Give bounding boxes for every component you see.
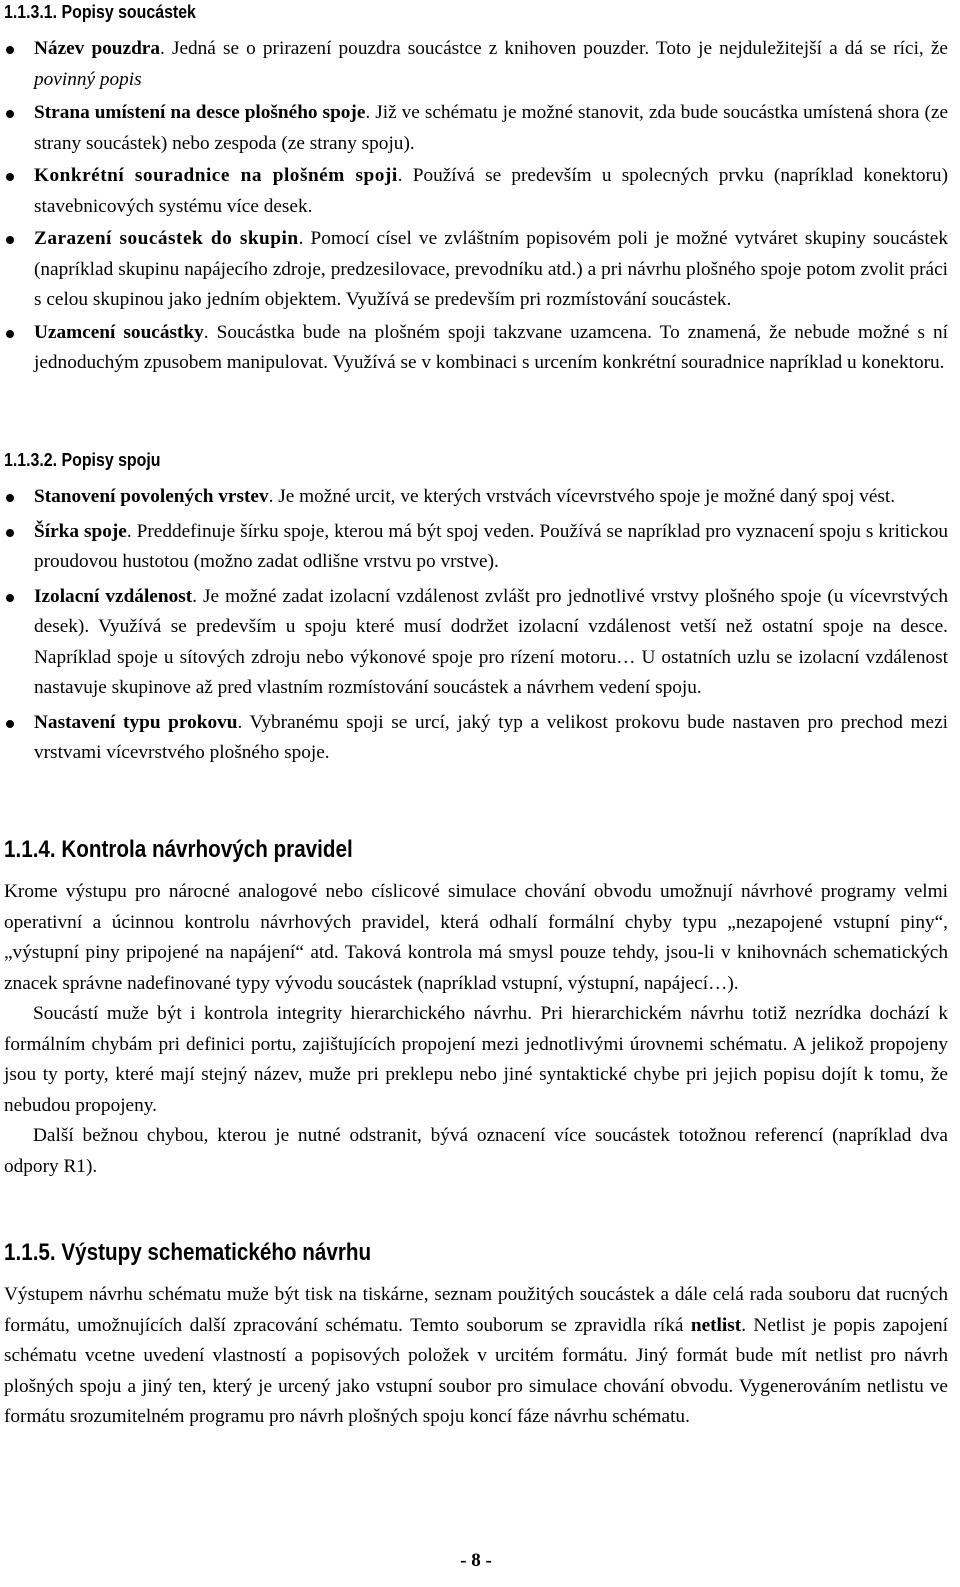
- document-page: [4, 0, 948, 1587]
- item-term: Nastavení typu prokovu: [34, 711, 238, 733]
- page-number: - 8 -: [460, 1550, 492, 1571]
- bullet-list: [4, 482, 948, 769]
- item-emphasis: povinný popis: [34, 68, 142, 90]
- list-item: [4, 582, 948, 704]
- netlist-term: netlist: [690, 1314, 742, 1336]
- list-item: [4, 224, 948, 316]
- item-term: Zarazení soucástek do skupin: [34, 228, 299, 249]
- list-item: [4, 34, 948, 95]
- bullet-icon: [6, 529, 14, 537]
- paragraph: [4, 1280, 948, 1433]
- section-heading: 1.1.3.1. Popisy soucástek: [4, 1, 196, 22]
- paragraph: Krome výstupu pro nárocné analogové nebo císlicové simulace chování obvodu umožnují návrhové programy velmi operativní a úcinnou kontrolu návrhových pravidel, která odhalí formální chyby typu „nezapojené vstupní piny“, „výstupní piny pripojené na napájení“ atd. Taková kontrola má smysl pouze tehdy, jsou-li v knihovnách schematických znacek správne nadefinované typy vývodu soucástek (napríklad vstupní, výstupní, napájecí…).: [4, 881, 948, 994]
- item-term: Strana umístení na desce plošného spoje: [34, 102, 366, 123]
- bullet-icon: [6, 494, 14, 502]
- bullet-list: [4, 34, 948, 379]
- list-item: [4, 318, 948, 379]
- item-text: . Používá se predevším u spolecných prvku (napríklad konektoru) stavebnicových systému více desek.: [34, 165, 948, 217]
- item-text: . Soucástka bude na plošném spoji takzvane uzamcena. To znamená, že nebude možné s ní jednoduchým zpusobem manipulovat. Využívá se v kombinaci s urcením konkrétní souradnice napríklad u konektoru.: [34, 321, 948, 373]
- item-term: Název pouzdra: [34, 38, 161, 59]
- list-item: [4, 482, 948, 513]
- item-text: . Je možné urcit, ve kterých vrstvách vícevrstvého spoje je možné daný spoj vést.: [268, 486, 896, 507]
- item-text: . Již ve schématu je možné stanovit, zda bude soucástka umístená shora (ze strany soucástek) nebo zespoda (ze strany spoju).: [34, 102, 949, 154]
- section-heading: 1.1.3.2. Popisy spoju: [4, 449, 161, 470]
- item-term: Uzamcení soucástky: [34, 321, 204, 343]
- list-item: [4, 517, 948, 578]
- paragraph: Soucástí muže být i kontrola integrity hierarchického návrhu. Pri hierarchickém návrhu totiž nezrídka dochází k formálním chybám pri definici portu, zajištujících propojení mezi jednotlivými úrovnemi schématu. A jelikož propojeny jsou ty porty, které mají stejný název, muže pri preklepu nebo jiné syntaktické chybe pri jejich popisu dojít k tomu, že nebudou propojeny.: [4, 1003, 948, 1116]
- bullet-icon: [6, 173, 14, 181]
- section-heading: 1.1.4. Kontrola návrhových pravidel: [4, 836, 353, 863]
- bullet-icon: [6, 46, 14, 54]
- paragraph-text: . Netlist je popis zapojení schématu vcetne uvedení vlastností a popisových položek v urcitém formátu. Jiný formát bude mít netlist pro návrh plošných spoju a jiný ten, který je urcený jako vstupní soubor pro simulace chování obvodu. Vygenerováním netlistu ve formátu srozumitelném programu pro návrh plošných spoju koncí fáze návrhu schématu.: [4, 1314, 949, 1427]
- item-term: Konkrétní souradnice na plošném spoji: [34, 165, 398, 186]
- bullet-icon: [6, 720, 14, 728]
- section-1-1-4: [4, 835, 948, 1182]
- item-term: Šírka spoje: [34, 520, 127, 542]
- bullet-icon: [6, 110, 14, 118]
- section-1-1-3-2: [4, 448, 948, 769]
- item-term: Stanovení povolených vrstev: [34, 486, 269, 507]
- item-text: . Jedná se o prirazení pouzdra soucástce z knihoven pouzder. Toto je nejduležitejší a dá se ríci, že: [160, 38, 948, 59]
- bullet-icon: [6, 330, 14, 338]
- list-item: [4, 161, 948, 222]
- list-item: [4, 98, 948, 159]
- item-text: . Preddefinuje šírku spoje, kterou má být spoj veden. Používá se napríklad pro vyznacení spoju s kritickou proudovou hustotou (možno zadat odlišne vrstvu po vrstve).: [34, 520, 948, 572]
- section-heading: 1.1.5. Výstupy schematického návrhu: [4, 1239, 372, 1266]
- item-term: Izolacní vzdálenost: [34, 585, 193, 607]
- item-text: . Vybranému spoji se urcí, jaký typ a velikost prokovu bude nastaven pro prechod mezi vrstvami vícevrstvého plošného spoje.: [34, 711, 949, 763]
- item-text: . Pomocí císel ve zvláštním popisovém poli je možné vytváret skupiny soucástek (napríklad skupinu napájecího zdroje, predzesilovace, prevodníku atd.) a pri návrhu plošného spoje potom zvolit práci s celou skupinou jako jedním objektem. Využívá se predevším pri rozmístování soucástek.: [34, 228, 948, 310]
- item-text: . Je možné zadat izolacní vzdálenost zvlášt pro jednotlivé vrstvy plošného spoje (u vícevrstvých desek). Využívá se predevším u spoju které musí dodržet izolacní vzdálenost vetší než ostatní spoje na desce. Napríklad spoje u sítových zdroju nebo výkonové spoje pro rízení motoru… U ostatních uzlu se izolacní vzdálenost nastavuje skupinove až pred vlastním rozmístování soucástek a návrhem vedení spoju.: [34, 585, 948, 698]
- bullet-icon: [6, 236, 14, 244]
- section-1-1-3-1: [4, 0, 948, 379]
- list-item: [4, 708, 948, 769]
- paragraph-text: Výstupem návrhu schématu muže být tisk na tiskárne, seznam použitých soucástek a dále celá rada souboru dat rucných formátu, umožnujících další zpracování schématu. Temto souborum se zpravidla ríká: [4, 1284, 948, 1336]
- bullet-icon: [6, 594, 14, 602]
- section-1-1-5: [4, 1238, 948, 1433]
- paragraph: Další bežnou chybou, kterou je nutné odstranit, bývá oznacení více soucástek totožnou referencí (napríklad dva odpory R1).: [4, 1125, 948, 1177]
